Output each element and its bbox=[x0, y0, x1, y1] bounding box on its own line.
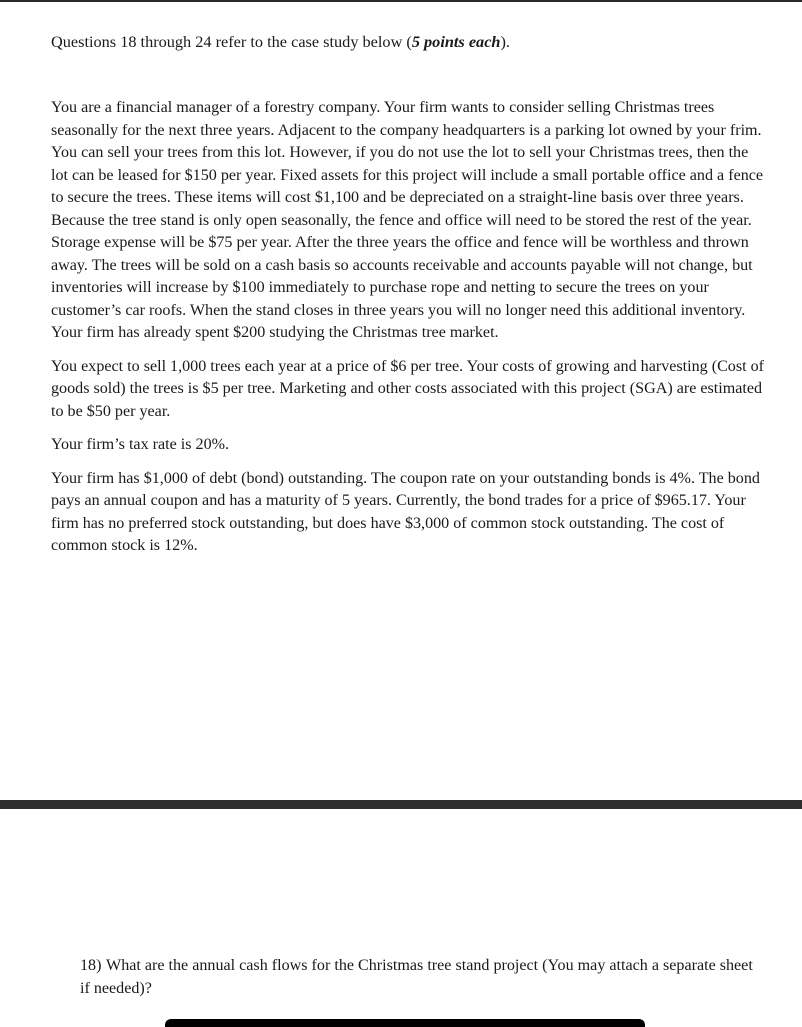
question-text: What are the annual cash flows for the Christmas tree stand project (You may attach a separate sheet if needed)? bbox=[80, 957, 753, 997]
question-number: 18) bbox=[80, 957, 102, 974]
case-paragraph-1: You are a financial manager of a forestry company. Your firm wants to consider selling Christmas trees seasonally for the next three years. Adjacent to the company headquarters is a parking lot owned by your frim. You can sell your trees from this lot. However, if you do not use the lot to sell your Christmas trees, then the lot can be leased for $150 per year. Fixed assets for this project will include a small portable office and a fence to secure the trees. These items will cost $1,100 and be depreciated on a straight-line basis over three years. Because the tree stand is only open seasonally, the fence and office will need to be stored the rest of the year. Storage expense will be $75 per year. After the three years the office and fence will be worthless and thrown away. The trees will be sold on a cash basis so accounts receivable and accounts payable will not change, but inventories will increase by $100 immediately to purchase rope and netting to secure the trees on your customer’s car roofs. When the stand closes in three years you will no longer need this additional inventory. Your firm has already spent $200 studying the Christmas tree market. bbox=[51, 99, 764, 341]
case-paragraph-3: Your firm’s tax rate is 20%. bbox=[51, 436, 230, 453]
header-prefix: Questions 18 through 24 refer to the case study below ( bbox=[51, 32, 412, 51]
page-divider bbox=[0, 800, 802, 809]
section-header bbox=[51, 31, 771, 53]
case-paragraph-2: You expect to sell 1,000 trees each year at a price of $6 per tree. Your costs of growing and harvesting (Cost of goods sold) the trees is $5 per tree. Marketing and other costs associated with this project (SGA) are estimated to be $50 per year. bbox=[51, 357, 765, 420]
question-18 bbox=[80, 955, 760, 1000]
answer-box[interactable] bbox=[165, 1019, 645, 1027]
header-suffix: ). bbox=[500, 32, 510, 51]
points-label: 5 points each bbox=[411, 32, 501, 51]
top-border bbox=[0, 0, 802, 2]
case-paragraph-4: Your firm has $1,000 of debt (bond) outstanding. The coupon rate on your outstanding bonds is 4%. The bond pays an annual coupon and has a maturity of 5 years. Currently, the bond trades for a price of $965.17. Your firm has no preferred stock outstanding, but does have $3,000 of common stock outstanding. The cost of common stock is 12%. bbox=[51, 469, 760, 554]
case-study bbox=[51, 97, 767, 569]
